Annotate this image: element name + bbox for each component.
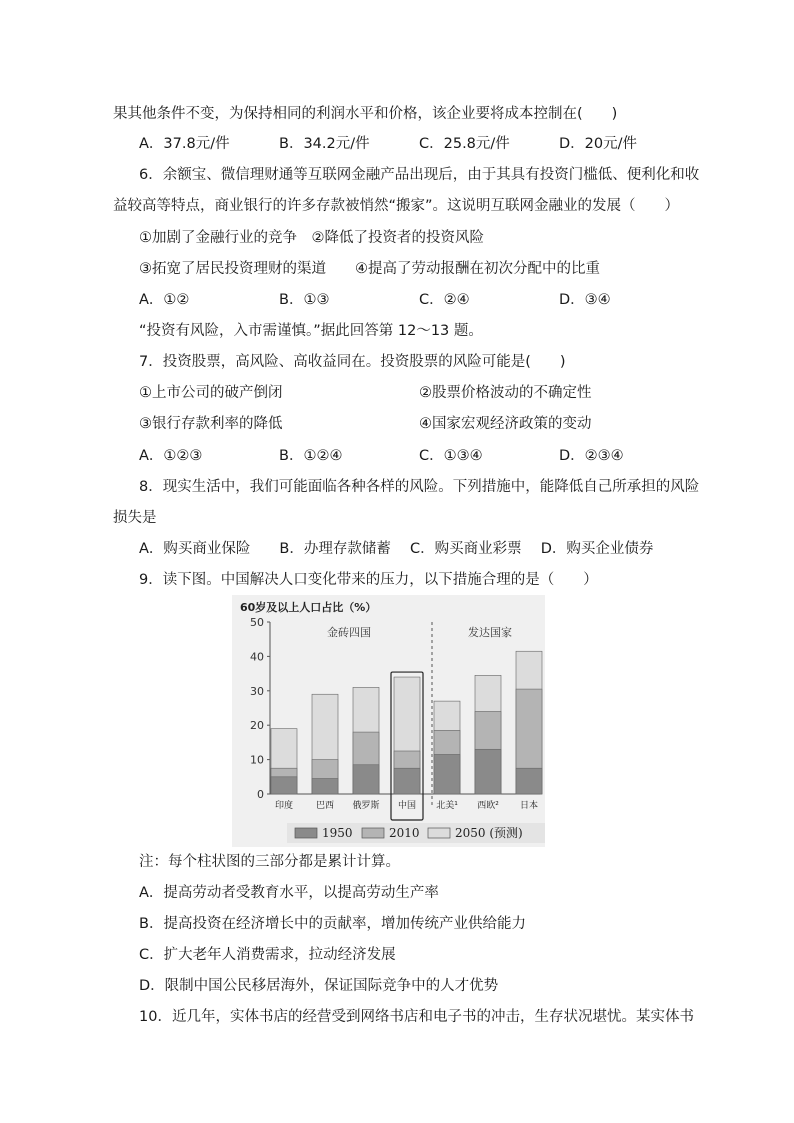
x-tick-label: 日本 [519, 801, 539, 811]
bar-1950-6 [516, 768, 542, 794]
bar-1950-5 [475, 749, 501, 794]
population-chart [232, 595, 545, 847]
x-tick-label: 巴西 [315, 801, 335, 811]
group-label-developed: 发达国家 [468, 626, 512, 639]
q8-stem: 8．现实生活中，我们可能面临各种各样的风险。下列措施中，能降低自己所承担的风险 [139, 479, 700, 495]
section-intro: “投资有风险，入市需谨慎。”据此回答第 12～13 题。 [139, 323, 483, 339]
x-tick-label: 俄罗斯 [352, 801, 380, 811]
q8-stem-cont: 损失是 [113, 510, 157, 526]
q5-stem-end: 果其他条件不变，为保持相同的利润水平和价格，该企业要将成本控制在( ) [113, 106, 618, 122]
legend-label: 1950 [322, 826, 353, 840]
q5-option-c: C．25.8元/件 [419, 136, 510, 152]
x-tick-label: 北美¹ [436, 801, 458, 811]
q6-option-b: B．①③ [279, 292, 330, 308]
bar-1950-1 [312, 779, 338, 794]
bar-1950-0 [271, 777, 297, 794]
chart-title: 60岁及以上人口占比（%） [240, 601, 377, 614]
bar-1950-2 [353, 765, 379, 794]
legend-swatch [295, 828, 317, 838]
q9-option-b: B．提高投资在经济增长中的贡献率，增加传统产业供给能力 [139, 916, 526, 932]
q9-option-a: A．提高劳动者受教育水平，以提高劳动生产率 [139, 885, 439, 901]
q7-stem: 7．投资股票，高风险、高收益同在。投资股票的风险可能是( ) [139, 354, 566, 370]
q5-option-d: D．20元/件 [559, 136, 638, 152]
q8-options: A．购买商业保险 B．办理存款储蓄 C．购买商业彩票 D．购买企业债券 [139, 541, 654, 557]
q7-statement-1: ①上市公司的破产倒闭 [139, 385, 283, 401]
q7-statement-4: ④国家宏观经济政策的变动 [419, 416, 592, 432]
q6-option-a: A．①② [139, 292, 190, 308]
q7-option-a: A．①②③ [139, 448, 203, 464]
y-tick-label: 40 [250, 650, 264, 664]
legend-swatch [428, 828, 450, 838]
y-tick-label: 10 [250, 753, 264, 767]
q6-option-c: C．②④ [419, 292, 470, 308]
q7-option-c: C．①③④ [419, 448, 483, 464]
y-tick-label: 20 [250, 719, 264, 733]
q7-statement-3: ③银行存款利率的降低 [139, 416, 283, 432]
q5-option-b: B．34.2元/件 [279, 136, 370, 152]
q9-option-d: D．限制中国公民移居海外，保证国际竞争中的人才优势 [139, 978, 499, 994]
y-tick-label: 50 [250, 616, 264, 629]
q6-option-d: D．③④ [559, 292, 611, 308]
x-tick-label: 西欧² [477, 801, 499, 811]
x-tick-label: 印度 [274, 801, 294, 811]
q7-option-d: D．②③④ [559, 448, 624, 464]
chart-note: 注：每个柱状图的三部分都是累计计算。 [139, 854, 400, 870]
q9-option-c: C．扩大老年人消费需求，拉动经济发展 [139, 947, 396, 963]
q6-stem: 6．余额宝、微信理财通等互联网金融产品出现后，由于其具有投资门槛低、便利化和收 [139, 167, 700, 183]
legend-label: 2050 (预测) [455, 826, 523, 840]
y-tick-label: 30 [250, 684, 264, 698]
bar-1950-3 [394, 768, 420, 794]
q6-statements-1: ①加剧了金融行业的竞争 ②降低了投资者的投资风险 [139, 230, 484, 246]
y-tick-label: 0 [257, 788, 264, 801]
legend-swatch [362, 828, 384, 838]
q6-statements-2: ③拓宽了居民投资理财的渠道 ④提高了劳动报酬在初次分配中的比重 [139, 261, 600, 277]
q7-statement-2: ②股票价格波动的不确定性 [419, 385, 592, 401]
q9-stem: 9．读下图。中国解决人口变化带来的压力，以下措施合理的是（ ） [139, 572, 598, 588]
q7-option-b: B．①②④ [279, 448, 343, 464]
q6-stem-cont: 益较高等特点，商业银行的许多存款被悄然“搬家”。这说明互联网金融业的发展（ ） [113, 198, 680, 214]
legend-label: 2010 [389, 826, 420, 840]
bar-1950-4 [434, 754, 460, 794]
q5-option-a: A．37.8元/件 [139, 136, 230, 152]
group-label-brics: 金砖四国 [327, 626, 371, 639]
q10-stem: 10．近几年，实体书店的经营受到网络书店和电子书的冲击，生存状况堪忧。某实体书 [139, 1009, 694, 1025]
x-tick-label: 中国 [397, 801, 417, 811]
